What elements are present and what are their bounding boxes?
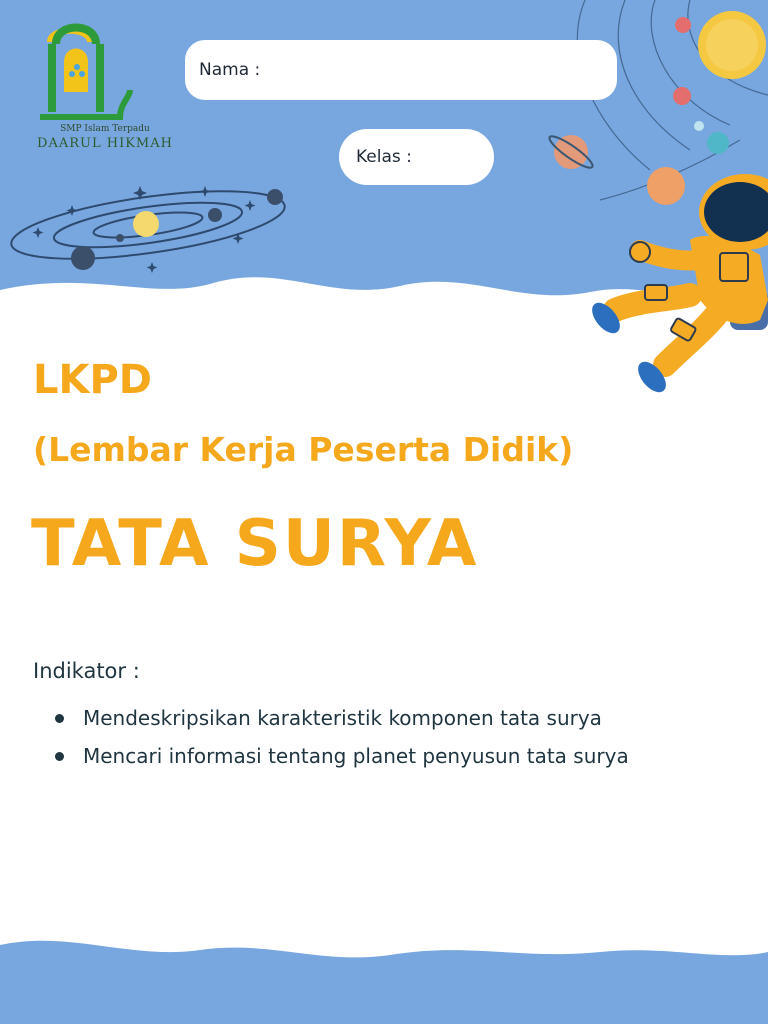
- title-topic: TATA SURYA: [31, 507, 479, 581]
- indicator-heading: Indikator :: [33, 659, 140, 683]
- planet-icon: [208, 208, 222, 222]
- name-label: Nama :: [199, 60, 261, 80]
- planet-icon: [673, 87, 691, 105]
- class-field[interactable]: [339, 129, 494, 185]
- sun-icon: [133, 211, 159, 237]
- logo-school-line: SMP Islam Terpadu: [60, 124, 150, 134]
- planet-icon: [71, 246, 95, 270]
- name-field[interactable]: [185, 40, 617, 100]
- logo-school-name: DAARUL HIKMAH: [37, 136, 173, 151]
- planet-icon: [647, 167, 685, 205]
- bottom-blue-wave: [0, 941, 768, 1024]
- indicator-item: Mendeskripsikan karakteristik komponen tata surya: [53, 700, 699, 737]
- planet-icon: [694, 121, 704, 131]
- class-label: Kelas :: [356, 147, 412, 167]
- title-lkpd: LKPD: [33, 357, 153, 403]
- indicator-list: [53, 700, 699, 776]
- indicator-item: Mencari informasi tentang planet penyusun tata surya: [53, 738, 699, 775]
- earth-icon: [707, 132, 729, 154]
- sun-icon: [698, 11, 766, 79]
- planet-icon: [267, 189, 283, 205]
- planet-icon: [675, 17, 691, 33]
- title-subtitle: (Lembar Kerja Peserta Didik): [33, 430, 574, 469]
- planet-icon: [116, 234, 124, 242]
